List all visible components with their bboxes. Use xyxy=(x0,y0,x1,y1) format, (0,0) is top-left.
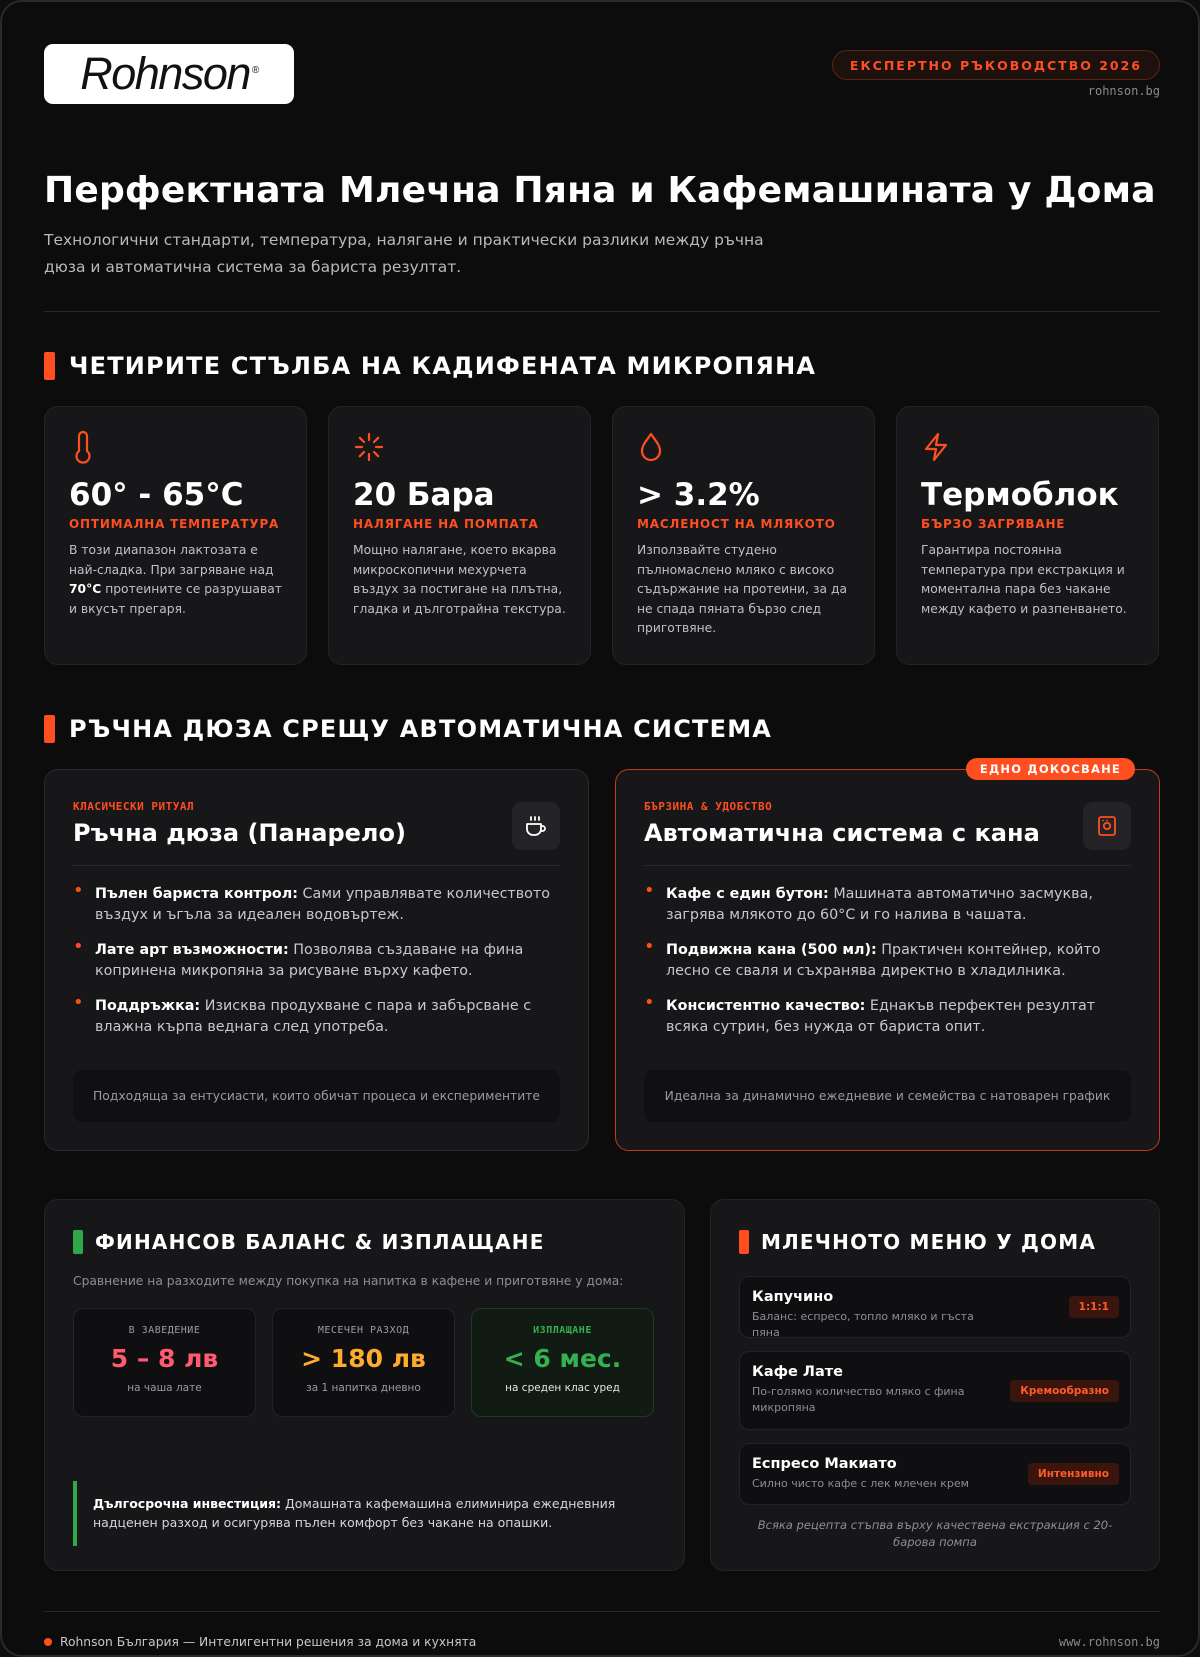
status-dot-icon xyxy=(44,1638,52,1646)
pillar-description: Използвайте студено пълномаслено мляко с високо съдържание на протеини, за да не спада пяната бързо след приготвяне. xyxy=(637,543,848,635)
section-accent-bar xyxy=(739,1230,749,1254)
stat-label: МЕСЕЧЕН РАЗХОД xyxy=(317,1325,410,1336)
menu-footnote: Всяка рецепта стъпва върху качествена екстракция с 20-барова помпа xyxy=(757,1518,1113,1549)
bottom-grid xyxy=(44,1199,1160,1571)
menu-item-badge: 1:1:1 xyxy=(1069,1296,1119,1318)
pressure-burst-icon xyxy=(353,429,566,465)
section-accent-bar xyxy=(44,352,55,380)
registered-mark: ® xyxy=(251,64,258,76)
menu-item-latte xyxy=(739,1351,1131,1430)
stat-cafe-price xyxy=(73,1308,256,1417)
menu-title-text: МЛЕЧНОТО МЕНЮ У ДОМА xyxy=(761,1230,1097,1254)
divider xyxy=(44,311,1160,312)
pillar-label: МАСЛЕНОСТ НА МЛЯКОТО xyxy=(637,517,836,531)
menu-item-macchiato xyxy=(739,1443,1131,1505)
pillar-description: Гарантира постоянна температура при екстракция и моментална пара без чакане между кафето и разпенването. xyxy=(921,543,1127,616)
finance-section-title xyxy=(73,1230,656,1254)
list-item: • Пълен бариста контрол: Сами управлявате количеството въздух и ъгъла за идеален водовъртеж. xyxy=(73,884,560,925)
automatic-system-card xyxy=(615,762,1160,1151)
brand-name: Rohnson xyxy=(80,48,250,99)
header xyxy=(44,42,1160,106)
stat-value: 5 – 8 лв xyxy=(110,1344,219,1373)
manual-feature-list xyxy=(73,884,560,1037)
stat-value: < 6 мес. xyxy=(503,1344,622,1373)
stat-note: на среден клас уред xyxy=(505,1382,620,1394)
pillar-label: ОПТИМАЛНА ТЕМПЕРАТУРА xyxy=(69,517,280,531)
menu-item-name: Еспресо Макиато xyxy=(752,1456,897,1472)
menu-item-badge: Интензивно xyxy=(1028,1463,1119,1485)
pillar-description: В този диапазон лактозата е най-сладка. При загряване над 70°C протеините се разрушават и вкусът прегаря. xyxy=(69,543,282,616)
list-item: • Кафе с един бутон: Машината автоматично засмуква, загрява млякото до 60°C и го налива в чашата. xyxy=(644,884,1131,925)
drop-icon xyxy=(637,429,850,465)
stat-payback xyxy=(471,1308,654,1417)
pillar-card-temperature xyxy=(44,406,307,665)
card-divider xyxy=(644,865,1131,866)
coffee-cup-icon xyxy=(512,802,560,850)
pillar-value: > 3.2% xyxy=(637,477,760,513)
page-title: Перфектната Млечна Пяна и Кафемашината у Дома xyxy=(44,170,1156,211)
milk-menu-panel xyxy=(710,1199,1160,1571)
card-footer-note: Идеална за динамично ежедневие и семейства с натоварен график xyxy=(644,1070,1131,1122)
stat-label: В ЗАВЕДЕНИЕ xyxy=(128,1325,201,1336)
menu-item-desc: Силно чисто кафе с лек млечен крем xyxy=(752,1477,969,1490)
finance-intro: Сравнение на разходите между покупка на напитка в кафене и приготвяне у дома: xyxy=(73,1274,624,1288)
footer-url[interactable]: www.rohnson.bg xyxy=(1058,1635,1160,1649)
pillars-title-text: ЧЕТИРИТЕ СТЪЛБА НА КАДИФЕНАТА МИКРОПЯНА xyxy=(69,352,817,380)
manual-nozzle-card xyxy=(44,769,589,1151)
card-title: Автоматична система с кана xyxy=(644,819,1040,847)
card-title: Ръчна дюза (Панарело) xyxy=(73,819,406,847)
list-item: • Консистентно качество: Еднакъв перфектен резултат всяка сутрин, без нужда от бариста опит. xyxy=(644,996,1131,1037)
site-url[interactable]: rohnson.bg xyxy=(1087,84,1160,98)
card-kicker: БЪРЗИНА & УДОБСТВО xyxy=(644,800,773,813)
menu-item-name: Кафе Лате xyxy=(752,1364,843,1380)
card-kicker: КЛАСИЧЕСКИ РИТУАЛ xyxy=(73,800,195,813)
lightning-icon xyxy=(921,429,1134,465)
investment-callout: Дългосрочна инвестиция: Домашната кафемашина елиминира ежедневния надценен разход и осигурява пълен комфорт без чакане на опашки. xyxy=(73,1481,656,1546)
list-item: • Поддръжка: Изисква продухване с пара и забърсване с влажна кърпа веднага след употреба. xyxy=(73,996,560,1037)
menu-item-name: Капучино xyxy=(752,1289,834,1305)
one-touch-badge: ЕДНО ДОКОСВАНЕ xyxy=(966,758,1135,780)
menu-item-desc: Баланс: еспресо, топло мляко и гъста пяна xyxy=(752,1310,974,1339)
brand-logo[interactable] xyxy=(44,44,294,104)
pillar-card-fat xyxy=(612,406,875,665)
section-accent-bar xyxy=(73,1230,83,1254)
pillar-value: Термоблок xyxy=(921,477,1119,513)
guide-badge: ЕКСПЕРТНО РЪКОВОДСТВО 2026 xyxy=(832,50,1160,80)
pillars-section-title xyxy=(44,352,1160,380)
stat-value: > 180 лв xyxy=(301,1344,426,1373)
list-item: • Подвижна кана (500 мл): Практичен контейнер, който лесно се сваля и съхранява директно в хладилника. xyxy=(644,940,1131,981)
pillar-label: БЪРЗО ЗАГРЯВАНЕ xyxy=(921,517,1066,531)
finance-stats xyxy=(73,1308,656,1417)
menu-section-title xyxy=(739,1230,1131,1254)
pillar-description: Мощно налягане, което вкарва микроскопични мехурчета въздух за постигане на плътна, гладка и дълготрайна текстура. xyxy=(353,543,566,616)
compare-title-text: РЪЧНА ДЮЗА СРЕЩУ АВТОМАТИЧНА СИСТЕМА xyxy=(69,715,773,743)
pillar-label: НАЛЯГАНЕ НА ПОМПАТА xyxy=(353,517,539,531)
compare-grid xyxy=(44,762,1160,1151)
pillar-card-thermoblock xyxy=(896,406,1159,665)
machine-icon xyxy=(1083,802,1131,850)
footer-left xyxy=(44,1635,476,1649)
card-footer-note: Подходяща за ентусиасти, които обичат процеса и експериментите xyxy=(73,1070,560,1122)
stat-monthly-cost xyxy=(272,1308,455,1417)
footer xyxy=(44,1612,1160,1657)
menu-item-badge: Кремообразно xyxy=(1010,1380,1119,1402)
finance-panel xyxy=(44,1199,685,1571)
stat-note: на чаша лате xyxy=(127,1382,202,1394)
pillar-card-pressure xyxy=(328,406,591,665)
stat-label: ИЗПЛАЩАНЕ xyxy=(533,1325,592,1336)
list-item: • Лате арт възможности: Позволява създаване на фина копринена микропяна за рисуване върху кафето. xyxy=(73,940,560,981)
thermometer-icon xyxy=(69,429,282,465)
card-divider xyxy=(73,865,560,866)
menu-item-desc: По-голямо количество мляко с фина микропяна xyxy=(752,1385,965,1414)
menu-item-cappuccino xyxy=(739,1276,1131,1338)
section-accent-bar xyxy=(44,715,55,743)
auto-feature-list xyxy=(644,884,1131,1037)
pillar-value: 20 Бара xyxy=(353,477,495,513)
pillars-grid xyxy=(44,406,1160,665)
finance-title-text: ФИНАНСОВ БАЛАНС & ИЗПЛАЩАНЕ xyxy=(95,1230,545,1254)
compare-section-title xyxy=(44,715,1160,743)
footer-company: Rohnson България — Интелигентни решения за дома и кухнята xyxy=(60,1635,477,1649)
stat-note: за 1 напитка дневно xyxy=(306,1382,421,1394)
page-subtitle: Технологични стандарти, температура, налягане и практически разлики между ръчна дюза и автоматична система за бариста резултат. xyxy=(44,231,764,276)
pillar-value: 60° - 65°C xyxy=(69,477,244,513)
